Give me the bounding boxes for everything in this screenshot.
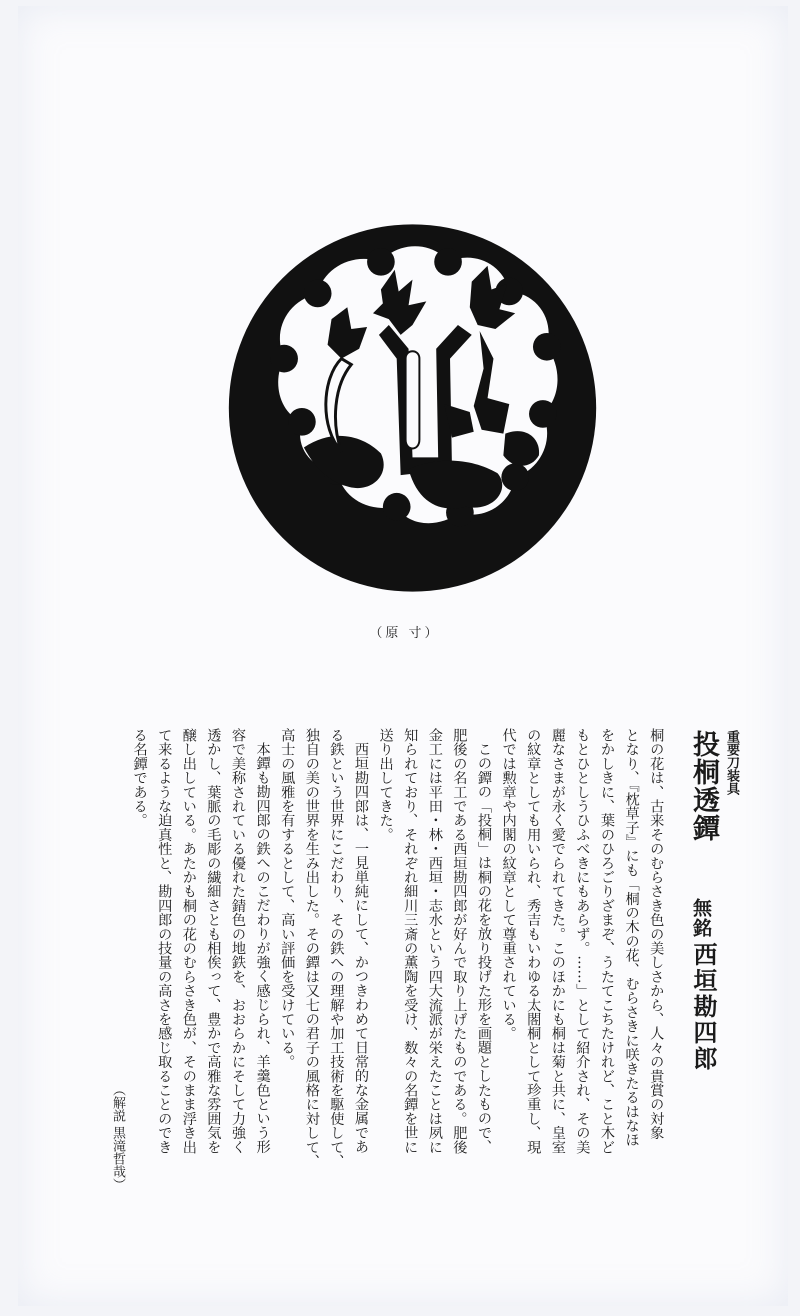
body-column: をかしきに、葉のひろごりざまぞ、うたてこちたけれど、こと木ど bbox=[599, 728, 615, 1154]
body-column: 桐の花は、古来そのむらさき色の美しさから、人々の貴賞の対象 bbox=[648, 728, 665, 1140]
maker-name: 西垣勘四郎 bbox=[689, 942, 718, 1072]
commentary-credit: （解説 黒滝哲哉） bbox=[110, 1083, 125, 1192]
body-column: もとひとしうひふべきにもあらず。……」として紹介され、その美 bbox=[574, 728, 591, 1154]
signature-status: 無銘 bbox=[690, 898, 712, 938]
body-column: 容で美称されている優れた錆色の地鉄を、おおらかにそして力強く bbox=[230, 728, 246, 1154]
body-column: 送り出してきた。 bbox=[377, 728, 394, 842]
body-column: 肥後の名工である西垣勘四郎が好んで取り上げたものである。肥後 bbox=[451, 728, 468, 1154]
body-column: る鉄という世界にこだわり、その鉄への理解や加工技術を駆使して、 bbox=[328, 728, 345, 1169]
body-column: 透かし、葉脈の毛彫の繊細さとも相俟って、豊かで高雅な雰囲気を bbox=[205, 728, 222, 1154]
body-column: 麗なさまが永く愛でられてきた。このほかにも桐は菊と共に、皇室 bbox=[549, 728, 566, 1154]
tsuba-illustration bbox=[215, 208, 610, 608]
body-column: 独自の美の世界を生み出した。その鐔は又七の君子の風格に対して、 bbox=[303, 728, 320, 1169]
body-column: 高士の風雅を有するとして、高い評価を受けている。 bbox=[279, 728, 296, 1069]
category-label: 重要刀装具 bbox=[724, 730, 739, 795]
image-caption: （原 寸） bbox=[369, 626, 441, 641]
body-column: る名鐔である。 bbox=[131, 728, 148, 828]
body-column: 金工には平田・林・西垣・志水という四大流派が栄えたことは夙に bbox=[426, 728, 443, 1154]
body-column: の紋章としても用いられ、秀吉もいわゆる太閤桐として珍重し、現 bbox=[525, 728, 542, 1154]
body-column: となり、『枕草子』にも「桐の木の花、むらさきに咲きたるはなほ bbox=[623, 728, 640, 1147]
body-column: て来るような迫真性と、勘四郎の技量の高さを感じ取ることのでき bbox=[156, 728, 173, 1154]
body-column: 代では勲章や内閣の紋章として尊重されている。 bbox=[500, 728, 517, 1041]
body-column: 西垣勘四郎は、一見単純にして、かつきわめて日常的な金属であ bbox=[353, 742, 369, 1154]
body-column: 知られており、それぞれ細川三斎の薫陶を受け、数々の名鐔を世に bbox=[402, 728, 419, 1154]
body-column: 醸し出している。あたかも桐の花のむらさき色が、そのまま浮き出 bbox=[180, 728, 197, 1154]
body-column: 本鐔も勘四郎の鉄へのこだわりが強く感じられ、羊羹色という形 bbox=[254, 742, 271, 1154]
body-column: この鐔の「投桐」は桐の花を放り投げた形を画題としたもので、 bbox=[476, 742, 492, 1154]
item-title: 投桐透鐔 bbox=[688, 730, 719, 842]
